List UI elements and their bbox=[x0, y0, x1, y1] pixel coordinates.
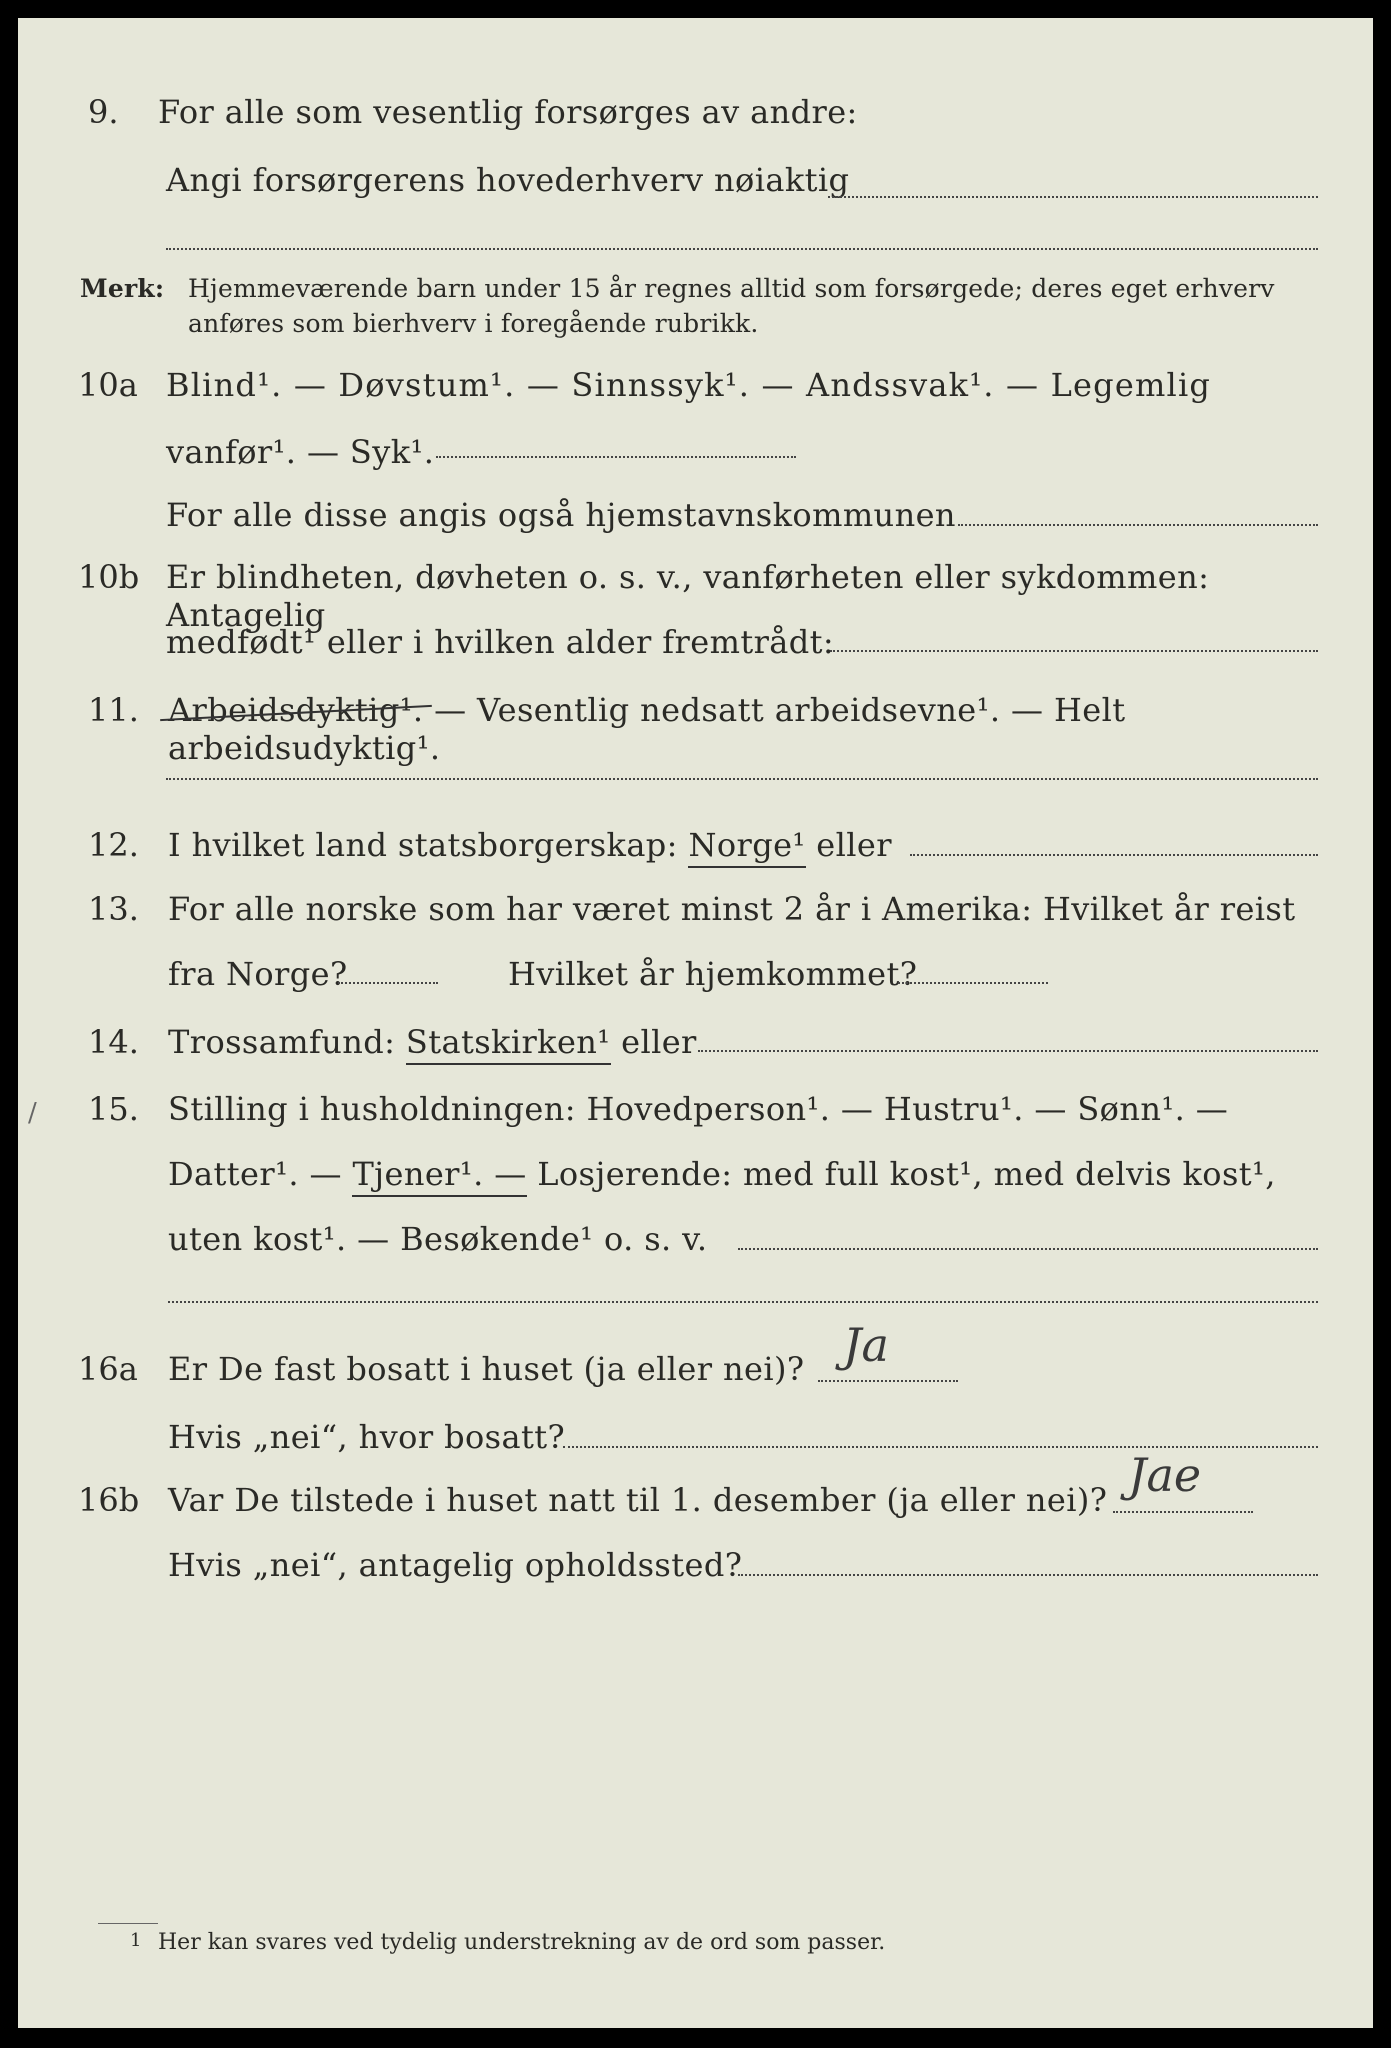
census-form-page bbox=[18, 18, 1373, 2028]
q15-underlined: Tjener¹. — bbox=[352, 1155, 526, 1197]
q16a-bosatt-line[interactable] bbox=[563, 1446, 1318, 1448]
q13-reist-line[interactable] bbox=[338, 982, 438, 984]
q12-post: eller bbox=[816, 826, 892, 864]
q15-line2a: Datter¹. — bbox=[168, 1155, 342, 1193]
q16b-handwritten-answer: Jae bbox=[1128, 1448, 1202, 1502]
q16a-line1: Er De fast bosatt i huset (ja eller nei)? bbox=[168, 1350, 805, 1388]
q14-underlined: Statskirken¹ bbox=[406, 1023, 611, 1065]
q15-answer-line[interactable] bbox=[738, 1248, 1318, 1250]
q9-text-line1: For alle som vesentlig forsørges av andre: bbox=[158, 93, 858, 131]
q10a-kommune-line[interactable] bbox=[958, 524, 1318, 526]
q15-answer-line-2[interactable] bbox=[168, 1301, 1318, 1303]
q10b-number: 10b bbox=[78, 558, 140, 596]
q12-answer-line[interactable] bbox=[910, 854, 1318, 856]
q9-number: 9. bbox=[88, 93, 119, 131]
q16b-answer-line[interactable] bbox=[1113, 1511, 1253, 1513]
q10a-number: 10a bbox=[78, 366, 138, 404]
q10b-line2: medfødt¹ eller i hvilken alder fremtrådt: bbox=[166, 623, 835, 661]
q13-line2a: fra Norge? bbox=[168, 955, 348, 993]
q16b-number: 16b bbox=[78, 1481, 140, 1519]
q14-post: eller bbox=[621, 1023, 697, 1061]
q16b-line1: Var De tilstede i huset natt til 1. desember (ja eller nei)? bbox=[168, 1481, 1108, 1519]
q13-line2b: Hvilket år hjemkommet? bbox=[508, 955, 918, 993]
q14-number: 14. bbox=[88, 1023, 139, 1061]
q16a-handwritten-answer: Ja bbox=[843, 1318, 889, 1372]
q10a-line1: Blind¹. — Døvstum¹. — Sinnssyk¹. — Andssvak¹. — Legemlig bbox=[166, 366, 1212, 404]
q12-pre: I hvilket land statsborgerskap: bbox=[168, 826, 678, 864]
q11-text bbox=[168, 691, 1373, 767]
q13-line1: For alle norske som har været minst 2 år i Amerika: Hvilket år reist bbox=[168, 890, 1296, 928]
q11-number: 11. bbox=[88, 691, 139, 729]
merk-label: Merk: bbox=[80, 274, 165, 303]
q15-line2b: Losjerende: med full kost¹, med delvis kost¹, bbox=[537, 1155, 1276, 1193]
q10b-line1: Er blindheten, døvheten o. s. v., vanførheten eller sykdommen: Antagelig bbox=[166, 558, 1210, 634]
q11-answer-line[interactable] bbox=[166, 778, 1318, 780]
q12-underlined: Norge¹ bbox=[688, 826, 805, 868]
q16b-line2: Hvis „nei“, antagelig opholdssted? bbox=[168, 1546, 743, 1584]
q13-number: 13. bbox=[88, 890, 139, 928]
footnote-mark: 1 bbox=[130, 1930, 142, 1951]
q16a-line2: Hvis „nei“, hvor bosatt? bbox=[168, 1418, 566, 1456]
q14-pre: Trossamfund: bbox=[168, 1023, 396, 1061]
q12-text bbox=[168, 826, 892, 864]
q15-line1: Stilling i husholdningen: Hovedperson¹. — Hustru¹. — Sønn¹. — bbox=[168, 1090, 1229, 1128]
q14-text bbox=[168, 1023, 697, 1061]
q13-hjemkommet-line[interactable] bbox=[898, 982, 1048, 984]
margin-tick-mark: / bbox=[28, 1098, 37, 1128]
q10a-line2: vanfør¹. — Syk¹. bbox=[166, 433, 435, 471]
q11-rest: — Vesentlig nedsatt arbeidsevne¹. — Helt arbeidsudyktig¹. bbox=[168, 691, 1126, 767]
footnote-text: Her kan svares ved tydelig understrekning av de ord som passer. bbox=[158, 1930, 886, 1955]
q9-answer-line-2[interactable] bbox=[166, 248, 1318, 250]
q9-answer-line[interactable] bbox=[828, 196, 1318, 198]
q15-line3: uten kost¹. — Besøkende¹ o. s. v. bbox=[168, 1220, 708, 1258]
q16a-number: 16a bbox=[78, 1350, 138, 1388]
q16b-opholdssted-line[interactable] bbox=[738, 1574, 1318, 1576]
q9-text-line2: Angi forsørgerens hovederhverv nøiaktig bbox=[166, 161, 850, 199]
q14-answer-line[interactable] bbox=[698, 1050, 1318, 1052]
footnote-rule bbox=[98, 1923, 158, 1924]
q15-number: 15. bbox=[88, 1090, 139, 1128]
q10a-line3: For alle disse angis også hjemstavnskommunen bbox=[166, 496, 956, 534]
q11-struck-option: Arbeidsdyktig¹. bbox=[168, 691, 424, 729]
q16a-answer-line[interactable] bbox=[818, 1380, 958, 1382]
q10a-syk-line[interactable] bbox=[436, 456, 796, 458]
q10b-answer-line[interactable] bbox=[830, 650, 1318, 652]
q12-number: 12. bbox=[88, 826, 139, 864]
merk-line1: Hjemmeværende barn under 15 år regnes alltid som forsørgede; deres eget erhverv bbox=[188, 274, 1275, 303]
merk-line2: anføres som bierhverv i foregående rubrikk. bbox=[188, 309, 759, 338]
q15-line2 bbox=[168, 1155, 1276, 1193]
